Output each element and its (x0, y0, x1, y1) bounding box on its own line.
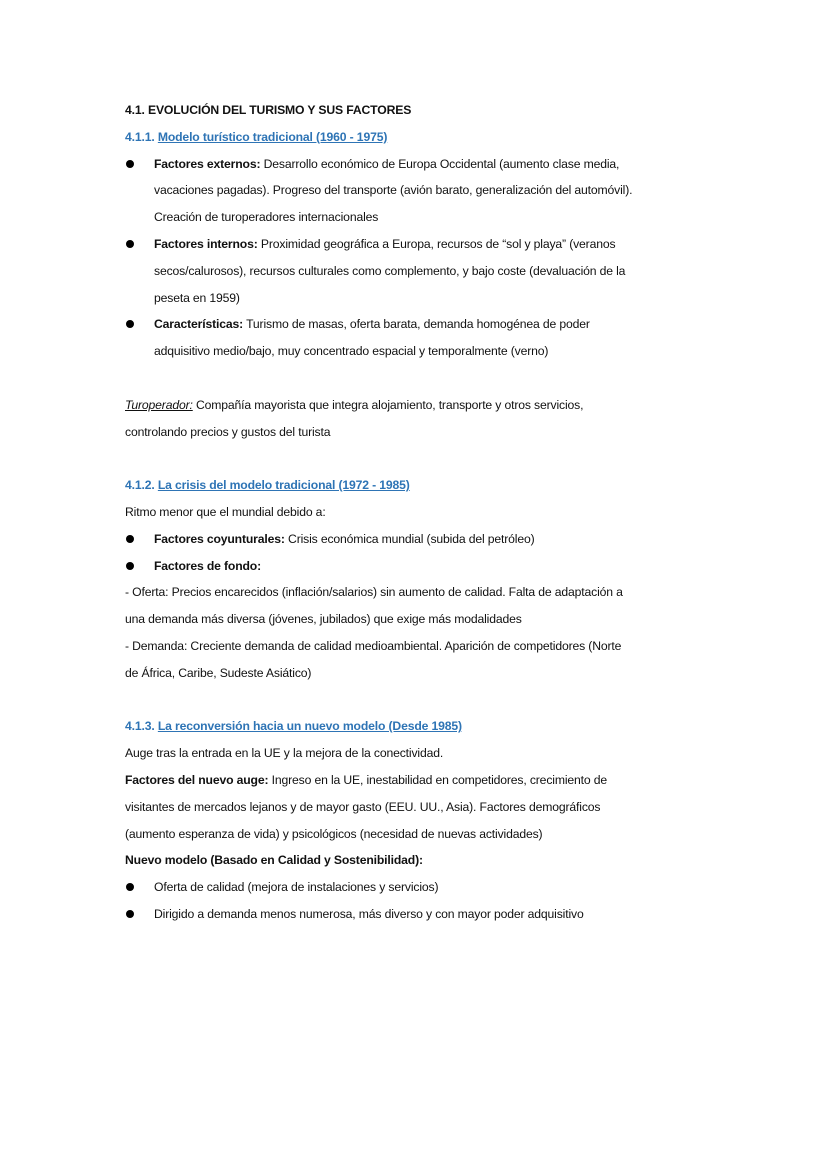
paragraph-line: de África, Caribe, Sudeste Asiático) (125, 665, 312, 680)
subsection-heading-4-1-1: 4.1.1. Modelo turístico tradicional (1960 - 1975) (125, 129, 388, 144)
paragraph-line: (aumento esperanza de vida) y psicológicos (necesidad de nuevas actividades) (125, 826, 543, 841)
bullet-icon (126, 535, 134, 543)
definition-turoperador: Turoperador: Compañía mayorista que integra alojamiento, transporte y otros servicios, (125, 397, 584, 412)
section-title: 4.1. EVOLUCIÓN DEL TURISMO Y SUS FACTORES (125, 103, 412, 117)
bullet-caracteristicas: Características: Turismo de masas, oferta barata, demanda homogénea de poder (125, 311, 745, 338)
subsection-link[interactable]: La crisis del modelo tradicional (1972 - 1985) (157, 478, 410, 493)
bullet-oferta-calidad: Oferta de calidad (mejora de instalaciones y servicios) (125, 874, 745, 901)
bullet-factores-externos: Factores externos: Desarrollo económico de Europa Occidental (aumento clase media, (125, 151, 745, 178)
bullet-factores-fondo: Factores de fondo: (125, 553, 745, 580)
subsection-link[interactable]: Modelo turístico tradicional (1960 - 1975) (157, 129, 388, 144)
bullet-icon (126, 562, 134, 570)
paragraph: Auge tras la entrada en la UE y la mejora de la conectividad. (125, 746, 444, 761)
bullet-icon (126, 320, 134, 328)
subsection-link[interactable]: La reconversión hacia un nuevo modelo (Desde 1985) (157, 719, 462, 734)
document-page (125, 97, 745, 928)
bullet-icon (126, 160, 134, 168)
subsection-heading-4-1-3: 4.1.3. La reconversión hacia un nuevo modelo (Desde 1985) (125, 719, 462, 734)
bullet-icon (126, 910, 134, 918)
paragraph-line: una demanda más diversa (jóvenes, jubilados) que exige más modalidades (125, 612, 522, 627)
paragraph: Ritmo menor que el mundial debido a: (125, 504, 326, 519)
bullet-icon (126, 883, 134, 891)
paragraph-line: visitantes de mercados lejanos y de mayor gasto (EEU. UU., Asia). Factores demográficos (125, 799, 601, 814)
bullet-text-line: peseta en 1959) (154, 290, 240, 305)
bullet-demanda: Dirigido a demanda menos numerosa, más diverso y con mayor poder adquisitivo (125, 901, 745, 928)
bullet-text-line: Creación de turoperadores internacionales (154, 210, 379, 225)
subsection-heading-4-1-2: 4.1.2. La crisis del modelo tradicional (1972 - 1985) (125, 478, 410, 493)
bullet-text-line: vacaciones pagadas). Progreso del transporte (avión barato, generalización del automóvil). (154, 183, 633, 198)
nuevo-modelo-label: Nuevo modelo (Basado en Calidad y Sostenibilidad): (125, 853, 423, 868)
bullet-factores-coyunturales: Factores coyunturales: Crisis económica mundial (subida del petróleo) (125, 526, 745, 553)
paragraph-line: - Demanda: Creciente demanda de calidad medioambiental. Aparición de competidores (Norte (125, 638, 622, 653)
definition-text-line: controlando precios y gustos del turista (125, 424, 331, 439)
bullet-factores-internos: Factores internos: Proximidad geográfica a Europa, recursos de “sol y playa” (veranos (125, 231, 745, 258)
bullet-text-line: adquisitivo medio/bajo, muy concentrado espacial y temporalmente (verno) (154, 344, 549, 359)
bullet-icon (126, 240, 134, 248)
bullet-text-line: secos/calurosos), recursos culturales como complemento, y bajo coste (devaluación de la (154, 263, 626, 278)
paragraph-line: - Oferta: Precios encarecidos (inflación/salarios) sin aumento de calidad. Falta de adaptación a (125, 585, 623, 600)
paragraph-nuevo-auge: Factores del nuevo auge: Ingreso en la UE, inestabilidad en competidores, crecimiento de (125, 772, 607, 787)
